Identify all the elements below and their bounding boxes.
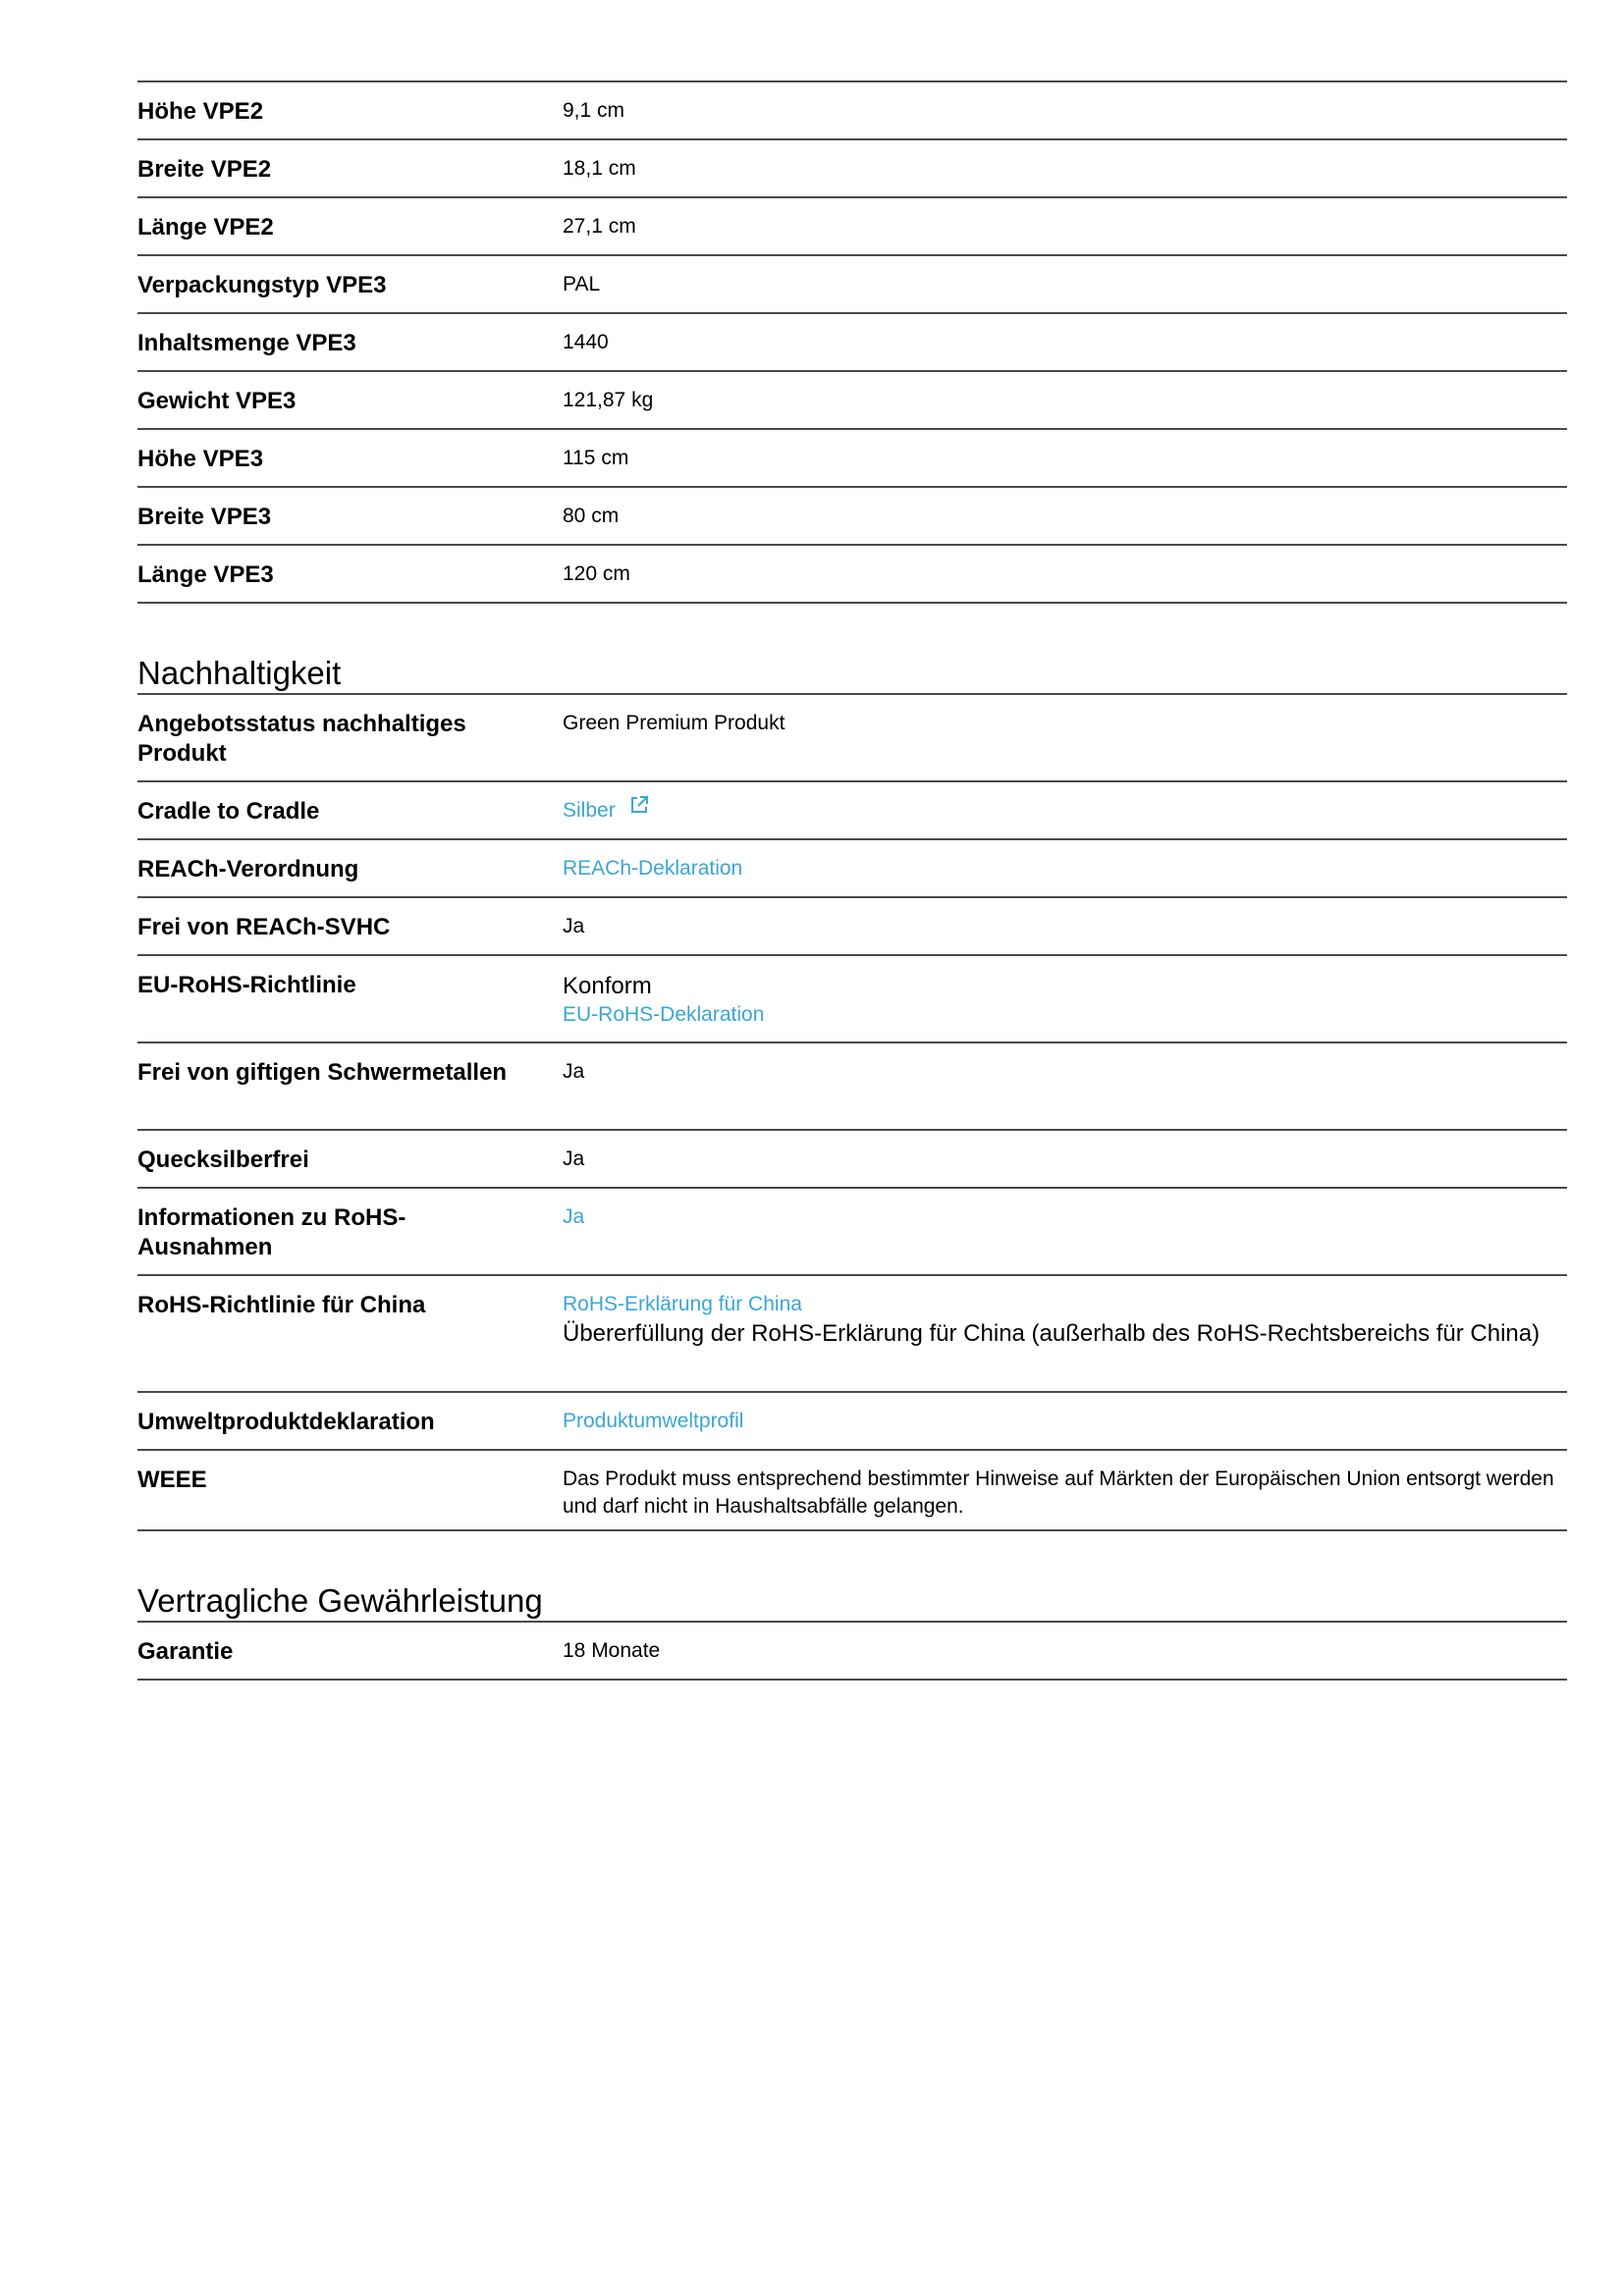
product-environmental-profile-link[interactable]: Produktumweltprofil (563, 1410, 744, 1432)
table-row (137, 82, 1567, 140)
warranty-section (137, 1581, 1567, 1681)
row-value: PAL (563, 273, 601, 295)
table-row (137, 695, 1567, 782)
row-value: 9,1 cm (563, 99, 625, 122)
row-label: Länge VPE2 (137, 214, 274, 240)
row-label: Informationen zu RoHS-Ausnahmen (137, 1204, 406, 1260)
row-value (563, 971, 1567, 1041)
row-value: 80 cm (563, 505, 620, 527)
table-row (137, 1276, 1567, 1393)
row-value: Ja (563, 1060, 585, 1083)
section-title: Nachhaltigkeit (137, 655, 342, 691)
row-label: EU-RoHS-Richtlinie (137, 972, 356, 998)
table-row (137, 956, 1567, 1043)
row-label: Verpackungstyp VPE3 (137, 272, 387, 298)
row-label: Höhe VPE2 (137, 98, 264, 125)
row-value (563, 855, 1567, 896)
row-label: Höhe VPE3 (137, 446, 264, 472)
row-label: Breite VPE3 (137, 504, 272, 530)
row-label: RoHS-Richtlinie für China (137, 1292, 426, 1318)
table-row (137, 546, 1567, 604)
external-link-icon[interactable] (629, 795, 649, 823)
table-row (137, 430, 1567, 488)
table-row (137, 372, 1567, 430)
china-rohs-statement: Übererfüllung der RoHS-Erklärung für China (außerhalb des RoHS-Rechtsbereichs für China) (563, 1320, 1541, 1347)
sustainability-section (137, 654, 1567, 1531)
table-row (137, 1189, 1567, 1276)
row-value (563, 797, 1567, 838)
row-value: 18,1 cm (563, 157, 636, 180)
row-label: Inhaltsmenge VPE3 (137, 330, 356, 356)
row-value: Ja (563, 915, 585, 937)
row-value (563, 1408, 1567, 1449)
row-value: 115 cm (563, 447, 629, 469)
table-row (137, 1451, 1567, 1531)
rohs-exemptions-link[interactable]: Ja (563, 1205, 585, 1228)
table-row (137, 782, 1567, 840)
row-label: Garantie (137, 1638, 234, 1665)
row-label: Cradle to Cradle (137, 798, 320, 825)
table-row (137, 840, 1567, 898)
row-value: Das Produkt muss entsprechend bestimmter Hinweise auf Märkten der Europäischen Union entsorgt werden und darf nicht in Haushaltsabfälle gelangen. (563, 1468, 1554, 1518)
reach-declaration-link[interactable]: REACh-Deklaration (563, 857, 743, 880)
row-label: Gewicht VPE3 (137, 388, 297, 414)
row-label: Umweltproduktdeklaration (137, 1409, 435, 1435)
table-row (137, 314, 1567, 372)
table-row (137, 1131, 1567, 1189)
rohs-conformity-value: Konform (563, 973, 652, 999)
table-row (137, 256, 1567, 314)
row-value: 121,87 kg (563, 389, 654, 411)
row-value: Ja (563, 1148, 585, 1170)
eu-rohs-declaration-link[interactable]: EU-RoHS-Deklaration (563, 1003, 765, 1026)
table-row (137, 140, 1567, 198)
table-row (137, 1043, 1567, 1131)
sustainability-table (137, 693, 1567, 1531)
row-value: 1440 (563, 331, 609, 353)
warranty-table (137, 1621, 1567, 1681)
row-label: WEEE (137, 1467, 207, 1493)
datasheet-page (137, 80, 1567, 1681)
table-row (137, 1623, 1567, 1681)
row-value (563, 1291, 1567, 1391)
row-label: Länge VPE3 (137, 561, 274, 588)
row-label: REACh-Verordnung (137, 856, 359, 882)
row-value: Green Premium Produkt (563, 712, 785, 734)
packaging-section (137, 80, 1567, 604)
table-row (137, 488, 1567, 546)
row-label: Breite VPE2 (137, 156, 272, 183)
row-label: Frei von REACh-SVHC (137, 914, 391, 940)
row-value: 120 cm (563, 562, 630, 585)
row-label: Quecksilberfrei (137, 1147, 309, 1173)
row-value: 18 Monate (563, 1639, 661, 1662)
table-row (137, 198, 1567, 256)
table-row (137, 1393, 1567, 1451)
row-label: Angebotsstatus nachhaltiges Produkt (137, 711, 466, 767)
table-row (137, 898, 1567, 956)
section-title: Vertragliche Gewährleistung (137, 1582, 543, 1619)
packaging-table (137, 80, 1567, 604)
cradle-to-cradle-link[interactable]: Silber (563, 799, 616, 822)
row-value (563, 1203, 1567, 1274)
row-value: 27,1 cm (563, 215, 636, 238)
china-rohs-declaration-link[interactable]: RoHS-Erklärung für China (563, 1293, 802, 1315)
row-label: Frei von giftigen Schwermetallen (137, 1059, 508, 1086)
